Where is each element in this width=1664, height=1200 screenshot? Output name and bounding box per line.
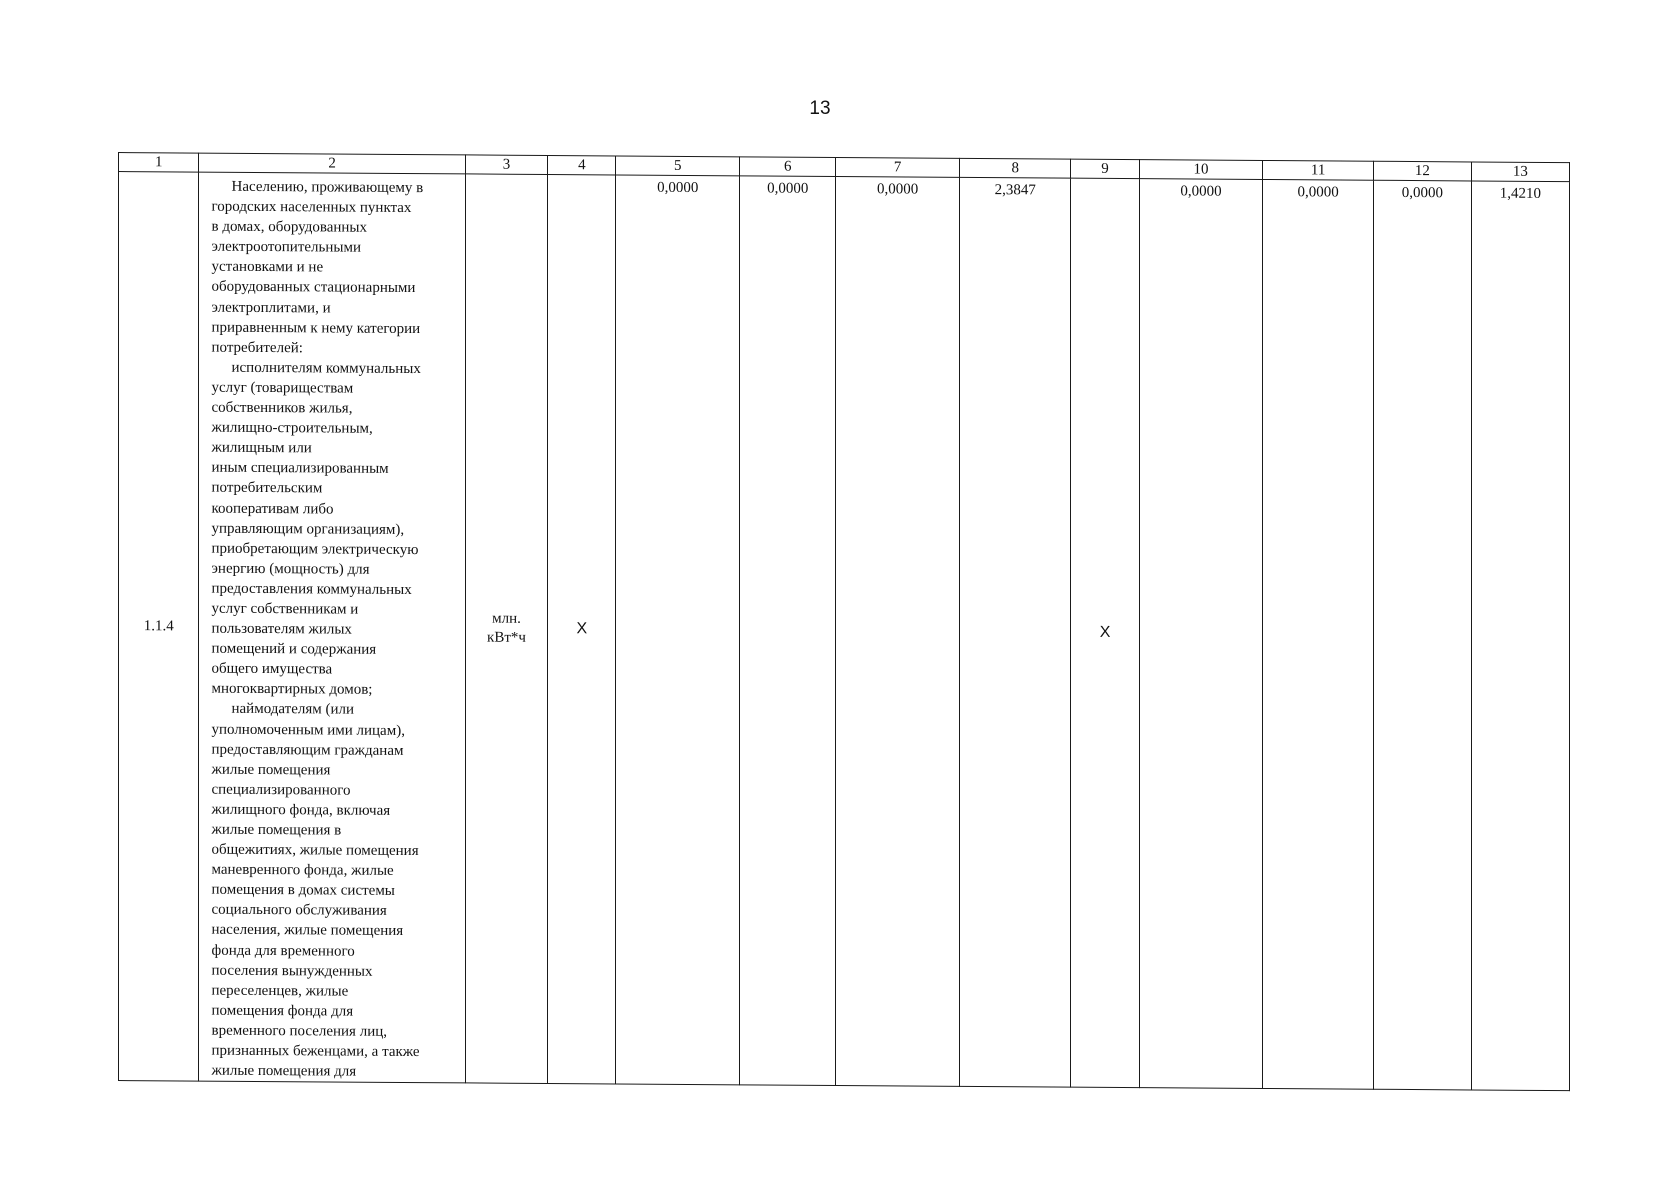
column-header: 11	[1263, 160, 1373, 180]
description-line: временного поселения лиц,	[211, 1022, 387, 1040]
row-description	[199, 172, 465, 1083]
description-line: установками и не	[211, 259, 324, 276]
row-code: 1.1.4	[119, 172, 199, 1082]
unit-line-1: млн.	[492, 610, 521, 627]
table-row	[119, 172, 1570, 1091]
cell-col8: 2,3847	[960, 177, 1071, 1087]
description-line: кооперативам либо	[211, 500, 334, 518]
cell-col7: 0,0000	[836, 177, 960, 1087]
description-line: фонда для временного	[211, 942, 355, 960]
column-header: 2	[199, 153, 465, 174]
description-line: поселения вынужденных	[211, 962, 373, 980]
column-header: 7	[836, 158, 960, 178]
description-line: признанных беженцами, а также	[211, 1042, 420, 1061]
description-line: жилые помещения в	[211, 821, 342, 839]
unit-line-2: кВт*ч	[487, 629, 526, 646]
description-line: пользователям жилых	[211, 620, 352, 638]
description-line: городских населенных пунктах	[211, 198, 412, 217]
cell-col9	[1071, 178, 1139, 1088]
row-unit	[465, 174, 548, 1084]
description-line: жилые помещения для	[211, 1062, 357, 1080]
description-line: жилищного фонда, включая	[211, 801, 391, 819]
cell-col4	[548, 175, 616, 1085]
column-header: 8	[960, 158, 1071, 178]
description-line: общежитиях, жилые помещения	[211, 841, 419, 860]
description-line: потребительским	[211, 480, 323, 497]
description-line: помещений и содержания	[211, 640, 377, 658]
description-line: предоставления коммунальных	[211, 580, 412, 598]
description-line: предоставляющим гражданам	[211, 741, 404, 759]
description-line: иным специализированным	[211, 459, 389, 478]
description-line: исполнителям коммунальных	[231, 359, 421, 377]
tariff-table	[118, 152, 1570, 1091]
description-line: Населению, проживающему в	[231, 178, 424, 197]
cell-col11: 0,0000	[1263, 179, 1373, 1089]
description-line: приобретающим электрическую	[211, 540, 419, 558]
column-header: 6	[740, 157, 836, 177]
description-line: многоквартирных домов;	[211, 680, 373, 699]
cell-col10: 0,0000	[1139, 179, 1263, 1089]
description-line: жилые помещения	[211, 761, 331, 779]
column-header: 10	[1139, 160, 1263, 180]
description-line: переселенцев, жилые	[211, 982, 349, 1000]
cell-col5: 0,0000	[616, 175, 740, 1085]
description-line: электроотопительными	[211, 238, 362, 256]
description-line: общего имущества	[211, 660, 333, 678]
description-line: оборудованных стационарными	[211, 279, 416, 297]
description-line: жилищно-строительным,	[211, 419, 373, 437]
column-header: 4	[548, 156, 616, 175]
description-line: помещения в домах системы	[211, 881, 395, 900]
description-line: специализированного	[211, 781, 351, 799]
description-line: уполномоченным ими лицам),	[211, 721, 405, 739]
column-header: 1	[119, 153, 199, 173]
description-line: наймодателям (или	[231, 701, 355, 719]
cell-col12: 0,0000	[1373, 180, 1471, 1090]
description-line: в домах, оборудованных	[211, 218, 368, 236]
description-line: населения, жилые помещения	[211, 922, 404, 940]
description-line: социального обслуживания	[211, 902, 387, 920]
description-line: электроплитами, и	[211, 299, 331, 317]
column-header: 13	[1471, 162, 1569, 182]
cross-mark: X	[576, 620, 588, 638]
description-text	[211, 177, 458, 1083]
description-line: энергию (мощность) для	[211, 560, 370, 578]
description-line: помещения фонда для	[211, 1002, 354, 1020]
column-header: 3	[465, 155, 548, 175]
column-header: 12	[1373, 161, 1471, 181]
description-line: потребителей:	[211, 339, 303, 357]
description-line: приравненным к нему категории	[211, 319, 421, 337]
description-line: маневренного фонда, жилые	[211, 861, 394, 880]
column-header: 5	[616, 156, 740, 176]
description-line: собственников жилья,	[211, 399, 353, 417]
column-header: 9	[1071, 159, 1139, 178]
description-line: услуг собственникам и	[211, 600, 359, 618]
description-line: жилищным или	[211, 439, 312, 457]
cross-mark: X	[1099, 623, 1111, 642]
cell-col13: 1,4210	[1471, 181, 1569, 1091]
cell-col6: 0,0000	[740, 176, 836, 1086]
page-number: 13	[809, 98, 831, 119]
description-line: услуг (товариществам	[211, 379, 354, 397]
description-line: управляющим организациям),	[211, 520, 405, 538]
